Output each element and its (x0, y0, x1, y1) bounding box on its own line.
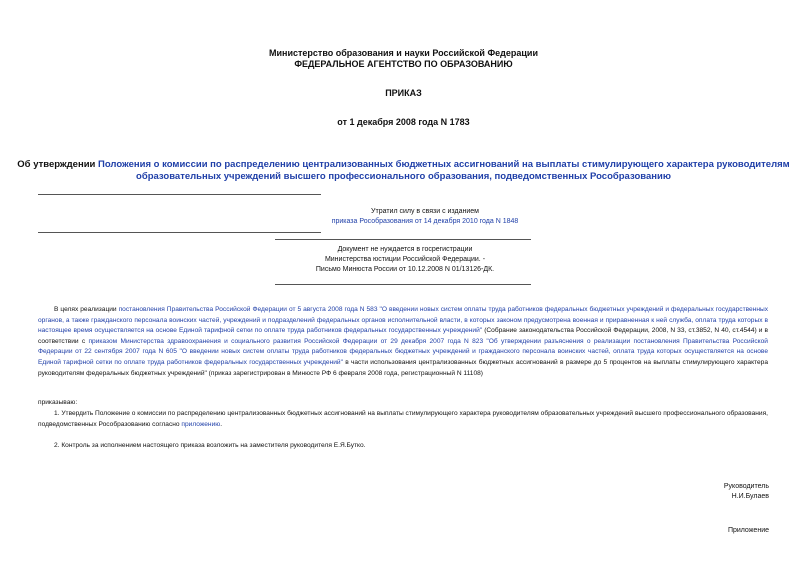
agency-name: ФЕДЕРАЛЬНОЕ АГЕНТСТВО ПО ОБРАЗОВАНИЮ (294, 59, 513, 69)
registration-line2: Министерства юстиции Российской Федерации. - (324, 256, 486, 263)
appendix-link[interactable]: приложению (181, 420, 221, 428)
registration-note (260, 245, 550, 275)
order-item-1-text: 1. Утвердить Положение о комиссии по распределению централизованных бюджетных ассигнований на выплаты стимулирующего характера руководителям образовательных учреждений высшего профессионального образования, подведомственных Рособразованию согласно (38, 410, 768, 428)
signature-block (724, 482, 769, 502)
document-date-number: от 1 декабря 2008 года N 1783 (337, 117, 470, 127)
order-item-1-end: . (220, 420, 223, 428)
signature-name: Н.И.Булаев (731, 493, 769, 500)
divider (275, 239, 531, 240)
signature-role: Руководитель (723, 483, 769, 490)
document-title (0, 159, 807, 183)
appendix-label: Приложение (727, 527, 769, 534)
repeal-notice (280, 207, 570, 227)
preamble-text: (Собрание законодательства Российской Федерации, 2008, N 33, ст.3852, N 40, ст.4544) и в соответствии с (38, 327, 768, 345)
order-item-1 (38, 409, 768, 430)
preamble-text: в части использования централизованных бюджетных ассигнований в размере до 5 процентов на выплаты стимулирующего характера руководителям федеральных бюджетных учреждений" (приказ зарегистрирован в Минюсте РФ 6 февраля 2008 года, регистрационный N 11108) (38, 358, 768, 377)
preamble-link-decree[interactable]: постановления Правительства Российской Федерации от 5 августа 2008 года N 583 "О введении новых систем оплаты труда работников федеральных бюджетных учреждений и федеральных государственных органов, а также гражданского персонала воинских частей, учреждений и подразделений федеральных органов исполнительной власти, в которых законом предусмотрена военная и приравненная к ней служба, оплата труда которых в настоящее время осуществляется на основе Единой тарифной сетки по оплате труда работников федеральных государственных учреждений" (38, 306, 769, 335)
repeal-notice-link[interactable]: приказа Рособразования от 14 декабря 2010 года N 1848 (331, 218, 519, 225)
document-type: ПРИКАЗ (385, 88, 422, 98)
order-item-2: 2. Контроль за исполнением настоящего приказа возложить на заместителя руководителя Е.Я.Бутко. (54, 442, 366, 449)
title-prefix: Об утверждении (17, 159, 99, 170)
order-label: приказываю: (38, 399, 78, 406)
title-link[interactable]: Положения о комиссии по распределению централизованных бюджетных ассигнований на выплаты стимулирующего характера руководителям (98, 159, 790, 170)
preamble-link-order[interactable]: приказом Министерства здравоохранения и социального развития Российской Федерации от 29 декабря 2007 года N 823 "Об утверждении разъяснения о реализации постановления Правительства Российской Федерации от 22 сентября 2007 года N 605 "О введении новых систем оплаты труда работников федеральных бюджетных учреждений и гражданского персонала воинских частей, оплата труда которых осуществляется на основе Единой тарифной сетки по оплате труда работников федеральных государственных учреждений" (38, 337, 768, 366)
divider (38, 232, 321, 233)
ministry-name: Министерство образования и науки Российской Федерации (269, 48, 538, 58)
divider (38, 194, 321, 195)
registration-line1: Документ не нуждается в госрегистрации (337, 246, 473, 253)
divider (275, 284, 531, 285)
preamble-text: В целях реализации (54, 306, 119, 313)
title-link-line2[interactable]: образовательных учреждений высшего профессионального образования, подведомственных Рособразованию (136, 171, 671, 182)
registration-line3: Письмо Минюста России от 10.12.2008 N 01/13126-ДК. (315, 266, 495, 273)
repeal-notice-text: Утратил силу в связи с изданием (371, 208, 479, 215)
preamble-paragraph (38, 305, 768, 379)
